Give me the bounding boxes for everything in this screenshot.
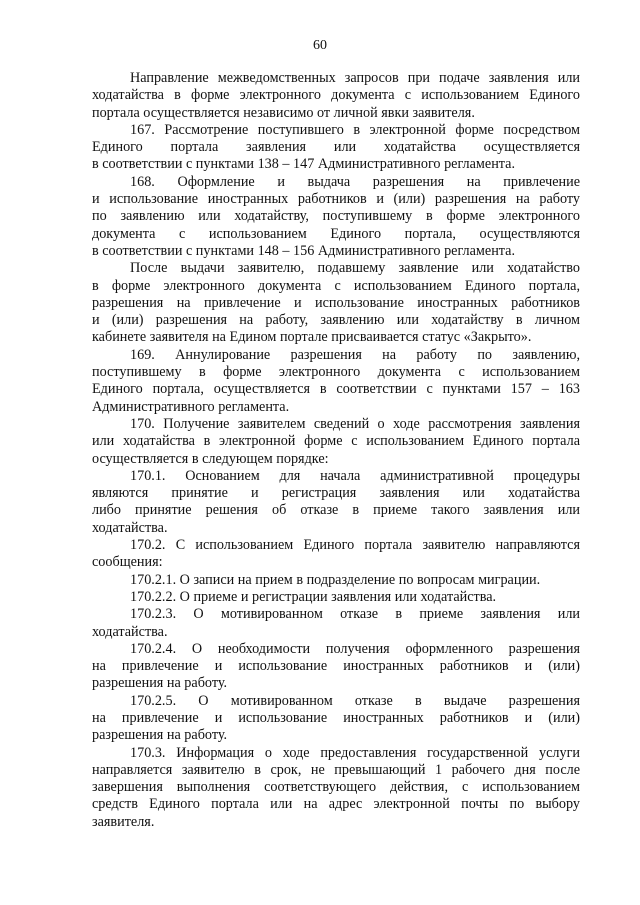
text-line: разрешения на работу. bbox=[92, 675, 228, 692]
text-line: направляется заявителю в срок, не превышающий 1 рабочего дня после bbox=[92, 761, 580, 778]
paragraph bbox=[92, 641, 580, 693]
paragraph bbox=[92, 416, 580, 468]
text-line: 168. Оформление и выдача разрешения на привлечение bbox=[130, 173, 580, 190]
text-line: 170.2.1. О записи на прием в подразделение по вопросам миграции. bbox=[130, 571, 541, 588]
text-line: 170.3. Информация о ходе предоставления государственной услуги bbox=[130, 744, 580, 761]
text-line: После выдачи заявителю, подавшему заявление или ходатайство bbox=[130, 260, 580, 277]
text-line: 170.2.3. О мотивированном отказе в приеме заявления или bbox=[130, 606, 580, 623]
text-line: портала осуществляется независимо от личной явки заявителя. bbox=[92, 104, 475, 121]
text-line: Единого портала заявления или ходатайства осуществляется bbox=[92, 139, 580, 156]
text-line: и (или) разрешения на работу, заявлению или ходатайству в личном bbox=[92, 312, 580, 329]
text-line: по заявлению или ходатайству, поступившему в форме электронного bbox=[92, 208, 580, 225]
text-line: средств Единого портала или на адрес электронной почты по выбору bbox=[92, 796, 580, 813]
document-body bbox=[92, 70, 580, 831]
text-line: в форме электронного документа с использованием Единого портала, bbox=[92, 277, 580, 294]
text-line: ходатайства. bbox=[92, 519, 168, 536]
text-line: Административного регламента. bbox=[92, 398, 290, 415]
text-line: 167. Рассмотрение поступившего в электронной форме посредством bbox=[130, 121, 580, 138]
text-line: ходатайства в форме электронного документа с использованием Единого bbox=[92, 87, 580, 104]
paragraph bbox=[92, 260, 580, 346]
text-line: ходатайства. bbox=[92, 623, 168, 640]
paragraph bbox=[92, 468, 580, 537]
text-line: или ходатайства в электронной форме с использованием Единого портала bbox=[92, 433, 580, 450]
paragraph bbox=[92, 606, 580, 641]
text-line: 170.2. С использованием Единого портала заявителю направляются bbox=[130, 537, 580, 554]
text-line: на привлечение и использование иностранных работников и (или) bbox=[92, 709, 580, 726]
text-line: Направление межведомственных запросов при подаче заявления или bbox=[130, 70, 580, 86]
text-line: поступившему в форме электронного документа с использованием bbox=[92, 364, 580, 381]
text-line: 170.2.2. О приеме и регистрации заявления или ходатайства. bbox=[130, 588, 497, 605]
page-number: 60 bbox=[313, 38, 327, 53]
text-line: 170.2.5. О мотивированном отказе в выдаче разрешения bbox=[130, 692, 580, 709]
text-line: Единого портала, осуществляется в соответствии с пунктами 157 – 163 bbox=[92, 381, 580, 398]
text-line: 169. Аннулирование разрешения на работу по заявлению, bbox=[130, 346, 580, 363]
text-line: разрешения на привлечение и использование иностранных работников bbox=[92, 294, 580, 311]
paragraph bbox=[92, 174, 580, 260]
text-line: заявителя. bbox=[92, 813, 155, 830]
text-line: в соответствии с пунктами 138 – 147 Административного регламента. bbox=[92, 156, 516, 173]
text-line: завершения выполнения соответствующего действия, с использованием bbox=[92, 779, 580, 796]
paragraph bbox=[92, 745, 580, 831]
text-line: 170.2.4. О необходимости получения оформленного разрешения bbox=[130, 640, 580, 657]
text-line: либо принятие решения об отказе в приеме такого заявления или bbox=[92, 502, 580, 519]
text-line: 170.1. Основанием для начала административной процедуры bbox=[130, 467, 580, 484]
text-line: сообщения: bbox=[92, 554, 163, 571]
text-line: являются принятие и регистрация заявления или ходатайства bbox=[92, 485, 580, 502]
text-line: и использование иностранных работников и (или) разрешения на работу bbox=[92, 191, 580, 208]
text-line: осуществляется в следующем порядке: bbox=[92, 450, 329, 467]
text-line: разрешения на работу. bbox=[92, 727, 228, 744]
text-line: на привлечение и использование иностранных работников и (или) bbox=[92, 658, 580, 675]
paragraph bbox=[92, 572, 580, 589]
paragraph bbox=[92, 589, 580, 606]
text-line: документа с использованием Единого портала, осуществляются bbox=[92, 225, 580, 242]
paragraph bbox=[92, 693, 580, 745]
paragraph bbox=[92, 347, 580, 416]
paragraph bbox=[92, 70, 580, 122]
paragraph bbox=[92, 537, 580, 572]
text-line: 170. Получение заявителем сведений о ходе рассмотрения заявления bbox=[130, 415, 580, 432]
paragraph bbox=[92, 122, 580, 174]
text-line: кабинете заявителя на Едином портале присваивается статус «Закрыто». bbox=[92, 329, 532, 346]
text-line: в соответствии с пунктами 148 – 156 Административного регламента. bbox=[92, 242, 516, 259]
